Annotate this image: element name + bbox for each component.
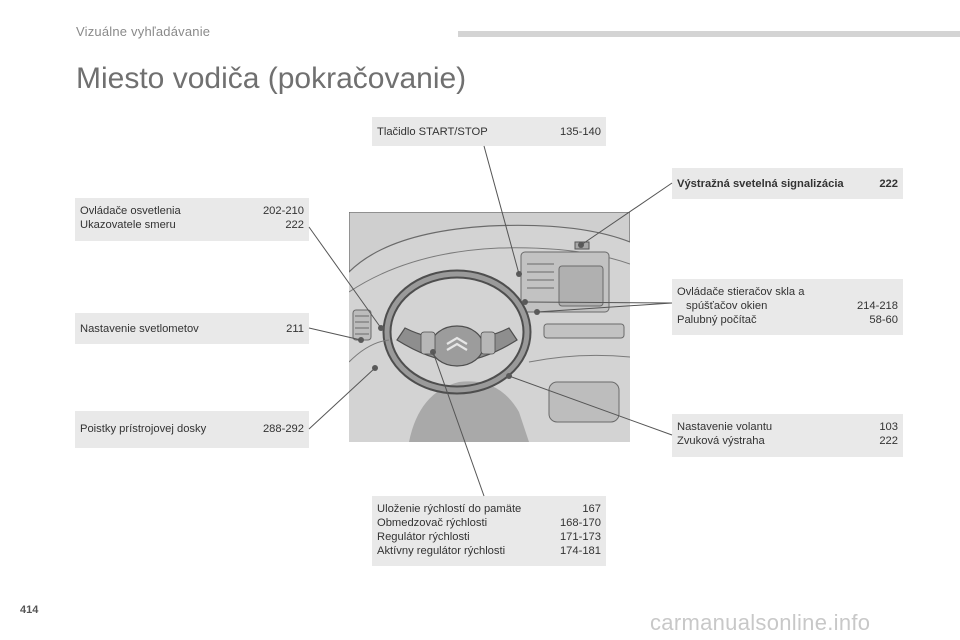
watermark: carmanualsonline.info (650, 610, 871, 635)
callout-label: Palubný počítač (677, 314, 757, 326)
callout-page-ref[interactable]: 168-170 (559, 517, 601, 529)
center-console-icon (521, 252, 624, 422)
callout-label: Zvuková výstraha (677, 435, 765, 447)
callout-page-ref[interactable]: 202-210 (262, 205, 304, 217)
callout-label: Tlačidlo START/STOP (377, 126, 488, 138)
steering-wheel-icon (387, 274, 527, 390)
callout-label: Obmedzovač rýchlosti (377, 517, 488, 529)
callout-row (377, 544, 601, 558)
callout-row (80, 218, 304, 232)
callout-label: Ovládače osvetlenia (80, 205, 181, 217)
dashboard-drawing (349, 212, 630, 442)
callout-lighting-controls (75, 198, 309, 241)
callout-page-ref[interactable]: 214-218 (856, 300, 898, 312)
callout-row (80, 204, 304, 218)
callout-label: Ovládače stieračov skla a (677, 286, 805, 298)
callout-row (377, 516, 601, 530)
callout-row (80, 422, 304, 436)
callout-page-ref[interactable]: 222 (285, 219, 304, 231)
dashboard-edge-line (349, 340, 389, 362)
callout-row (677, 177, 898, 191)
callout-page-ref (890, 285, 898, 299)
callout-page-ref[interactable]: 167 (582, 503, 601, 515)
dashboard-edge-line (529, 355, 630, 362)
callout-label: Nastavenie svetlometov (80, 323, 199, 335)
callout-row (377, 530, 601, 544)
left-vents-icon (353, 310, 371, 340)
callout-page-ref[interactable]: 222 (879, 178, 898, 190)
callout-label: Aktívny regulátor rýchlosti (377, 545, 506, 557)
callout-page-ref[interactable]: 58-60 (869, 314, 898, 326)
callout-label: Poistky prístrojovej dosky (80, 423, 207, 435)
callout-label: Uloženie rýchlostí do pamäte (377, 503, 522, 515)
callout-wiper-controls (672, 279, 903, 335)
page-number: 414 (20, 604, 39, 616)
callout-row (377, 125, 601, 139)
callout-start-stop (372, 117, 606, 146)
callout-row (677, 285, 898, 299)
callout-row (677, 434, 898, 448)
callout-page-ref[interactable]: 103 (879, 421, 898, 433)
callout-row (677, 420, 898, 434)
callout-page-ref[interactable]: 174-181 (559, 545, 601, 557)
callout-row (677, 313, 898, 327)
callout-label: Ukazovatele smeru (80, 219, 176, 231)
callout-row (677, 299, 898, 313)
callout-label: Regulátor rýchlosti (377, 531, 470, 543)
callout-row (80, 322, 304, 336)
callout-page-ref[interactable]: 171-173 (559, 531, 601, 543)
dashboard-illustration (349, 212, 630, 442)
header-bar (458, 31, 960, 37)
callout-steering-wheel (672, 414, 903, 457)
callout-label: spúšťačov okien (686, 300, 768, 312)
section-title: Vizuálne vyhľadávanie (76, 24, 211, 39)
callout-row (377, 502, 601, 516)
callout-label: Nastavenie volantu (677, 421, 773, 433)
callout-hazard-warning (672, 168, 903, 199)
page-title: Miesto vodiča (pokračovanie) (76, 62, 467, 95)
callout-label: Výstražná svetelná signalizácia (677, 178, 844, 190)
callout-speed-controls (372, 496, 606, 566)
callout-dashboard-fuses (75, 411, 309, 448)
callout-headlamp-adjust (75, 313, 309, 344)
callout-page-ref[interactable]: 288-292 (262, 423, 304, 435)
callout-page-ref[interactable]: 211 (286, 323, 304, 335)
callout-page-ref[interactable]: 222 (879, 435, 898, 447)
callout-page-ref[interactable]: 135-140 (559, 126, 601, 138)
